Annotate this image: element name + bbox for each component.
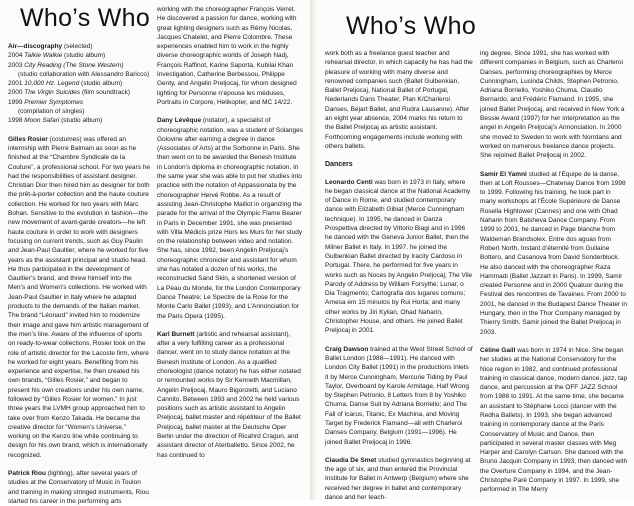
bio-patrick-riou	[8, 469, 150, 506]
bio-name: Craig Dawson	[325, 345, 369, 353]
discography-item	[8, 88, 150, 97]
bio-leonardo-centi	[325, 178, 473, 336]
disc-note: (studio album)	[79, 80, 123, 88]
discography-heading-suffix: (selected)	[62, 43, 93, 50]
discography-heading: Air—discography	[8, 43, 63, 50]
disc-note: (The Stone Western)	[61, 61, 124, 69]
dancers-heading: Dancers	[325, 161, 353, 169]
discography-item	[8, 79, 150, 88]
discography-item	[8, 51, 150, 60]
bio-gilles-rosier	[8, 135, 150, 460]
bio-text: (artistic and rehearsal assistant), after a very fulfilling career as a professional dancer, went on to study dance notation at the Benesh Institute of London. As a qualified choreologist (dance notator) he has either notated or remounted works by Sir Kenneth Macmillan, Angelin Preljocaj, Mauro Bigonzetti, and Luciano Cannito. Between 1993 and 2002 he held various positions such as artistic assistant to Angelin Preljocaj, ballet master and répétiteur of the Ballet Preljocaj, ballet master at the Deutsche Oper Berlin under the direction of Ricahrd Cragun, and assistant director of Aterballetto. Since 2002, he has continued to	[157, 330, 301, 459]
bio-karl-burnett-continued: work both as a freelance guest teacher and rehearsal director, in which capacity he has had the pleasure of working with many diverse and renowned companies such (Ballet Gulbenkian, Ballet Preljocaj, National Ballet of Portugal, Nederlands Dans Theater, Plan K/Charleroi Danses, Béjart Ballet, and Rudra Lausanne). After an eight year absence, 2004 marks his return to the Ballet Preljocaj as artistic assistant. Forthcoming engagements include working with others ballets.	[325, 50, 473, 150]
disc-year: 2004	[8, 52, 25, 60]
bio-name: Leonardo Centi	[325, 178, 373, 186]
bio-name: Patrick Riou	[8, 470, 46, 478]
right-column-1	[325, 49, 473, 500]
bio-karl-burnett	[157, 330, 303, 460]
disc-title: The Virgin Suicides	[24, 89, 81, 97]
bio-claudia-de-smet	[325, 456, 473, 502]
bio-name: Gilles Rosier	[8, 135, 48, 143]
disc-title: 10,000 Hz. Legend	[24, 80, 80, 88]
disc-note: (studio album)	[62, 52, 106, 60]
bio-text: (costumes) was offered an internship with Pierre Balmain as soon as he finished at the “Chambre Syndicale de la Couture”, a professional school. For two years he had the responsibilities of assistant designer. Christian Dior then hired him as designer for both the prêt-à-porter collection and the haute couture collection. He worked for two years with Marc Bohan. Sensitive to the evolution in fashion—the new movement of avant-garde creators—he left haute couture in order to work with designers focusing on current trends, such as Guy Paulin and Jean-Paul Gaultier, where he worked for five years as the assistant principal and studio head. He thus participated in the development of Gaultier’s brand, and threw himself into the Men’s and Women’s collections. He worked with Jean-Paul Gaultier in Italy where he adapted products to the demands of the Italian market. The brand “Léonard” invited him to modernize their image and gave him artistic management of the men’s line. Aware of the influence of sports on ready-to-wear collections, Rosier took on the role of artistic director for the Lacoste firm, where he worked for eight years. Benefiting from his experience and expertise, he then created his own brands, “Gilles Rosier,” and began to present his own creations under his own name, followed by “Gilles Rosier for women.” In just three years the LVMH group approached him to take over from Kenzo Takada. He became the creative director for “Women’s Universe,” working on the Kenzo line while continuing to design for his own brand, which is internationally recognized.	[8, 135, 150, 459]
bio-text: trained at the West Street School of Ballet London (1988—1991). He danced with London City Ballet (1991) in the productions Inlets II by Merce Cunningham, Mercurie Tiding by Paul Taylor, Overboard by Karole Armitage, Half Wrong by Stephen Petronio, 8 Letters from 8 by Yoshiko Chuma, Danse Suit by Adriana Borriello; and The Fall of Icarus, Titanic, Ex Machina, and Moving Target by Frederick Flamand—all with Charleroi Danses Company, Belgium (1991—1996). He joined Ballet Preljocaj in 1996.	[325, 345, 473, 446]
bio-text: (notator), a specialist of choreographic notation, was a student of Solanges Golovine after earning a degree in dance (Associates of Arts) at the Sorbonne in Paris. She then went on to be awarded the Benesh Institute in London’s diploma in choreographic notation. In the same year she was able to put her studies into practice with the notation of Appassionata by the choreographer Hervé Robbe. As a result of assisting Jean-Christophe Maillot in organizing the parade for the arrival of the Olympic Flame Bearer in Paris in December 1991, she was presented with Villa Médicis prize Hors les Murs for her study on the relationship between video and notation. She has, since 1992, been Angelin Preljocaj’s choreographic chronicler and assistant for whom she has notated a dozen of his works, the reconstructed Sand Skin, a shortened version of La Peau du Monde, for the London Contemporary Dance Theatre; Le Spectre de la Rose for the Monte Carlo Ballet (1993), and L’Annonciation for the Paris Opera (1995).	[157, 117, 303, 320]
disc-title: Talkie Walkie	[24, 52, 63, 60]
discography-item	[8, 98, 150, 107]
discography-item	[8, 116, 150, 125]
disc-title: Premier Symptomes	[24, 98, 84, 106]
disc-title: Moon Safari	[24, 117, 60, 125]
disc-note: (film soundtrack)	[80, 89, 131, 97]
bio-text: was born in 1973 in Italy, where he began classical dance at the National Academy of Dance in Rome, and studied contemporary dance with Elizabeth Gibiat (Merce Cunningham technique). In 1995, he danced in Danza Prospettiva directed by Vittorio Biagi and in 1996 he danced with the Geneva Junior Ballet, then the Milner Ballet in Italy. In 1997, he joined the Gulbenkian Ballet directed by Iracity Cardoso in Portugal. There, he performed for five years in works such as Noces by Angelin Preljocaj; The Vile Parody of Address by William Forsythe; Lunar, o Dia Tragmento; Cartografia dos lugares comuns; Arnesa em 15 minutos by Rui Horta; and many other works by Jiri Kylian, Ohad Naharin, Christopher House, and others. He joined Ballet Preljocaj in 2001.	[325, 178, 473, 335]
bio-craig-dawson	[325, 345, 473, 447]
disc-year: 2001	[8, 80, 25, 88]
bio-samir-el-yamni	[480, 170, 628, 337]
right-page	[317, 0, 634, 500]
disc-year: 2000	[8, 89, 25, 97]
disc-note: (compilation of singles)	[18, 108, 85, 116]
bio-dany-leveque	[157, 116, 303, 321]
right-page-title: Who’s Who	[346, 12, 477, 40]
bio-text: was born in 1974 in Nice. She began her studies at the National Conservatory for the Nice region in 1982, and continued professional training in classical dance, modern dance, jazz, tap dance, and percussion at the OFF JAZZ School from 1988 to 1991. At the same time, she became an assistant to Stéphane Locci (dancer with the Redha Ballets). In 1993, she began advanced training in contemporary dance at the Paris Conservatory of Music and Dance, then participated in several master classes with Meg Harper and Carolyn Carlson. She danced with the Bruno Jacquin Company in 1993, then danced with the Overture Company in 1994, and the Jean-Christophe Paré Company in 1997. In 1999, she performed in The Merry	[480, 346, 628, 494]
bio-name: Céline Gaill	[480, 346, 516, 354]
bio-name: Samir El Yamni	[480, 170, 527, 178]
discography-item	[8, 107, 150, 116]
disc-year: 2003	[8, 61, 25, 69]
disc-note: (studio collaboration with Alessandro Baricco)	[18, 70, 150, 78]
bio-claudia-de-smet-continued: ing degree. Since 1991, she has worked with different companies in Belgium, such as Charleroi Danses, performing choreographies by Merce Cunningham, Lucinda Childs, Stephen Petronio, Adriana Borriello, Yoshiko Chuma, Claudio Bernardo, and Frédéric Flamand. In 1995, she joined Ballet Preljocaj, and received in New York a Bessie Award (1997) for her interpretation as the angel in Angelin Preljocaj’s Annonciation. In 2000 she moved to Sweden to work with Norrdans and worked on numerous freelance dance projects. She rejoined Ballet Preljocaj in 2002.	[480, 50, 625, 160]
bio-patrick-riou-continued: working with the choreographer François Verret. He discovered a passion for dance, working with great lighting designers such as Rémy Nicolas, Jacques Chatelet, and Pierre Colombre. These experiences enabled him to work in the highly diverse choreographic worlds of Joseph Nadj, François Raffinot, Karine Saporta, Kubilai Khan Investigation, Catherine Berbessou, Philippe Genty, and Angelin Preljocaj, for whom designed lighting for Personne n’épouse les méduses, Portraits in Corpore, Helikopter, and MC 14/22.	[157, 6, 297, 106]
left-column-2	[157, 5, 303, 500]
bio-name: Dany Lévêque	[157, 117, 202, 125]
left-page-title: Who’s Who	[20, 4, 151, 32]
bio-text: studied at l’Equipe de la danse, then at Loft Rousses—Chatenay Dance from 1998 to 1999. Following his training, he took part in many workshops at l’École Supérieure de Danse Rosella Hightower (Cannes) and one with Ohad Naharin from Batsheva Dance Company. From 1999 to 2001, he danced in Page blanche from Waldeman Brandsolex, Entre dos aguas from Robert North, Instant d’éternité from Guilaine Bottero, and Casanova from David Sonderbluck. He also danced with the choreographer Raza Hammadi (Ballet Jazzart in Paris). In 1999, Samir created Personne and in 2000 Quatuor during the Festival des rencontres de Tavaines. From 2000 to 2001, he danced in the Budapest Dance Theater in Hungary, then in the Thor Company managed by Thierry Smith. Samir joined the Ballet Preljocaj in 2003.	[480, 170, 627, 336]
bio-name: Karl Burnett	[157, 330, 195, 338]
bio-text: studied gymnastics beginning at the age of six, and then entered the Provincial Institute for Ballet in Antwerp (Belgium) where she received her degree in ballet and contemporary dance and her teach-	[325, 456, 471, 502]
disc-title: City Reading	[24, 61, 62, 69]
bio-name: Claudia De Smet	[325, 456, 377, 464]
bio-celine-gaill	[480, 346, 628, 495]
bio-text: (lighting), after several years of studies at the Conservatory of Music in Toulon and training in making stringed instruments, Riou started his career in the performing arts	[8, 470, 149, 505]
discography-item	[8, 70, 150, 79]
page-gutter	[310, 0, 317, 500]
disc-note: (studio album)	[59, 117, 103, 125]
discography-block	[8, 42, 150, 126]
discography-item	[8, 61, 150, 70]
left-column-1	[8, 42, 150, 505]
left-page	[0, 0, 310, 505]
right-column-2	[480, 49, 628, 500]
disc-year: 1998	[8, 117, 25, 125]
disc-year: 1999	[8, 98, 25, 106]
